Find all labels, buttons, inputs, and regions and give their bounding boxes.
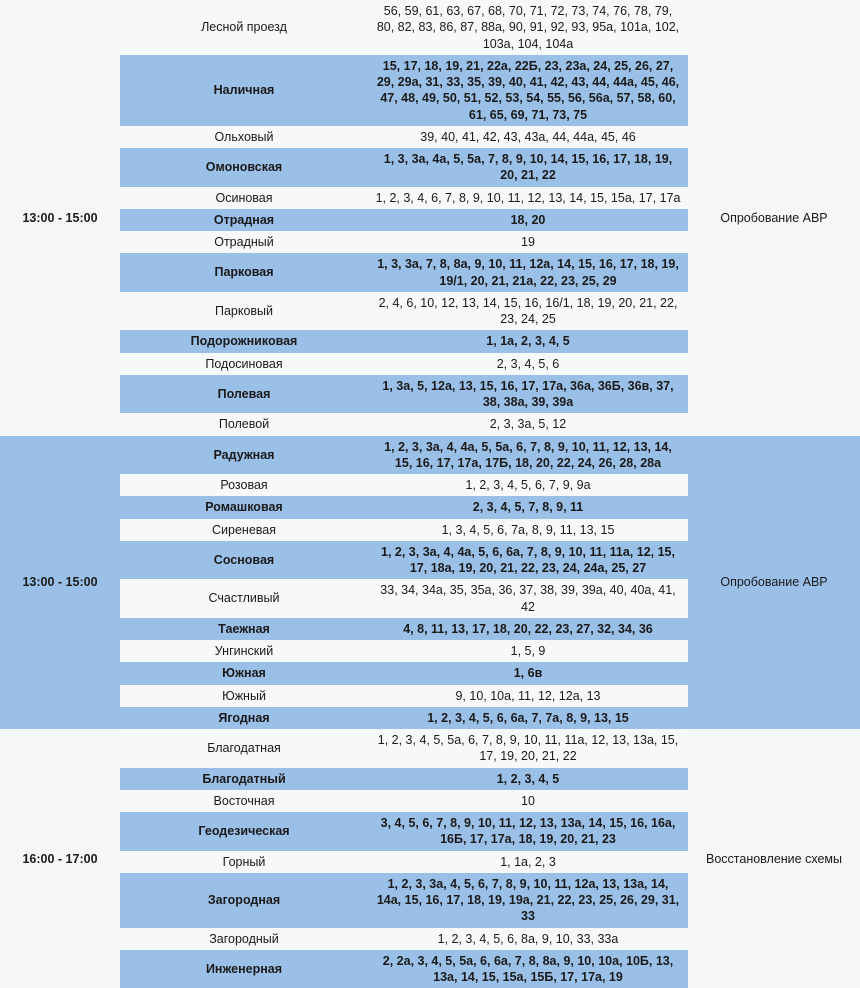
- table-row: [0, 729, 860, 768]
- street-name-cell: Осиновая: [120, 187, 368, 209]
- street-name-cell: Инженерная: [120, 950, 368, 988]
- house-numbers-cell: 1, 2, 3, 4, 5, 6, 6а, 7, 7а, 8, 9, 13, 15: [368, 707, 688, 729]
- street-name-cell: Южный: [120, 685, 368, 707]
- work-type-cell: Восстановление схемы: [688, 729, 860, 988]
- street-name-cell: Благодатная: [120, 729, 368, 768]
- house-numbers-cell: 2, 4, 6, 10, 12, 13, 14, 15, 16, 16/1, 18, 19, 20, 21, 22, 23, 24, 25: [368, 292, 688, 331]
- house-numbers-cell: 56, 59, 61, 63, 67, 68, 70, 71, 72, 73, 74, 76, 78, 79, 80, 82, 83, 86, 87, 88а, 90, 91, 92, 93, 95а, 101а, 102, 103а, 104, 104а: [368, 0, 688, 55]
- outage-time-cell: 13:00 - 15:00: [0, 436, 120, 730]
- street-name-cell: Ягодная: [120, 707, 368, 729]
- outage-time-cell: 16:00 - 17:00: [0, 729, 120, 988]
- house-numbers-cell: 1, 2, 3, 4, 5, 5а, 6, 7, 8, 9, 10, 11, 11а, 12, 13, 13а, 15, 17, 19, 20, 21, 22: [368, 729, 688, 768]
- street-name-cell: Счастливый: [120, 579, 368, 618]
- house-numbers-cell: 1, 3, 3а, 4а, 5, 5а, 7, 8, 9, 10, 14, 15, 16, 17, 18, 19, 20, 21, 22: [368, 148, 688, 187]
- street-name-cell: Восточная: [120, 790, 368, 812]
- house-numbers-cell: 9, 10, 10а, 11, 12, 12а, 13: [368, 685, 688, 707]
- street-name-cell: Геодезическая: [120, 812, 368, 851]
- house-numbers-cell: 2, 2а, 3, 4, 5, 5а, 6, 6а, 7, 8, 8а, 9, 10, 10а, 10Б, 13, 13а, 14, 15, 15а, 15Б, 17, 17а, 19: [368, 950, 688, 988]
- street-name-cell: Подосиновая: [120, 353, 368, 375]
- street-name-cell: Подорожниковая: [120, 330, 368, 352]
- table-row: [0, 0, 860, 55]
- house-numbers-cell: 1, 2, 3, 3а, 4, 4а, 5, 5а, 6, 7, 8, 9, 10, 11, 12, 13, 14, 15, 16, 17, 17а, 17Б, 18, 20, 22, 24, 26, 28, 28а: [368, 436, 688, 475]
- street-name-cell: Омоновская: [120, 148, 368, 187]
- house-numbers-cell: 15, 17, 18, 19, 21, 22а, 22Б, 23, 23а, 24, 25, 26, 27, 29, 29а, 31, 33, 35, 39, 40, 41, 42, 43, 44, 44а, 45, 46, 47, 48, 49, 50, 51, 52, 53, 54, 55, 56, 56а, 57, 58, 60, 61, 65, 69, 71, 73, 75: [368, 55, 688, 126]
- street-name-cell: Благодатный: [120, 768, 368, 790]
- house-numbers-cell: 1, 2, 3, 4, 5: [368, 768, 688, 790]
- house-numbers-cell: 18, 20: [368, 209, 688, 231]
- street-name-cell: Парковый: [120, 292, 368, 331]
- house-numbers-cell: 10: [368, 790, 688, 812]
- house-numbers-cell: 2, 3, 4, 5, 7, 8, 9, 11: [368, 496, 688, 518]
- outage-time-cell: 13:00 - 15:00: [0, 0, 120, 436]
- house-numbers-cell: 1, 2, 3, 4, 5, 6, 8а, 9, 10, 33, 33а: [368, 928, 688, 950]
- street-name-cell: Парковая: [120, 253, 368, 292]
- house-numbers-cell: 1, 3, 4, 5, 6, 7а, 8, 9, 11, 13, 15: [368, 519, 688, 541]
- street-name-cell: Полевая: [120, 375, 368, 414]
- street-name-cell: Загородная: [120, 873, 368, 928]
- street-name-cell: Отрадная: [120, 209, 368, 231]
- house-numbers-cell: 2, 3, 4, 5, 6: [368, 353, 688, 375]
- work-type-cell: Опробование АВР: [688, 436, 860, 730]
- street-name-cell: Сосновая: [120, 541, 368, 580]
- house-numbers-cell: 39, 40, 41, 42, 43, 43а, 44, 44а, 45, 46: [368, 126, 688, 148]
- street-name-cell: Ольховый: [120, 126, 368, 148]
- street-name-cell: Унгинский: [120, 640, 368, 662]
- house-numbers-cell: 1, 3, 3а, 7, 8, 8а, 9, 10, 11, 12а, 14, 15, 16, 17, 18, 19, 19/1, 20, 21, 21а, 22, 23, 25, 29: [368, 253, 688, 292]
- house-numbers-cell: 3, 4, 5, 6, 7, 8, 9, 10, 11, 12, 13, 13а, 14, 15, 16, 16а, 16Б, 17, 17а, 18, 19, 20, 21, 23: [368, 812, 688, 851]
- street-name-cell: Южная: [120, 662, 368, 684]
- street-name-cell: Отрадный: [120, 231, 368, 253]
- street-name-cell: Полевой: [120, 413, 368, 435]
- work-type-cell: Опробование АВР: [688, 0, 860, 436]
- street-name-cell: Радужная: [120, 436, 368, 475]
- house-numbers-cell: 33, 34, 34а, 35, 35а, 36, 37, 38, 39, 39а, 40, 40а, 41, 42: [368, 579, 688, 618]
- house-numbers-cell: 2, 3, 3а, 5, 12: [368, 413, 688, 435]
- house-numbers-cell: 1, 2, 3, 3а, 4, 5, 6, 7, 8, 9, 10, 11, 12а, 13, 13а, 14, 14а, 15, 16, 17, 18, 19, 19а, 21, 22, 23, 25, 26, 29, 31, 33: [368, 873, 688, 928]
- street-name-cell: Ромашковая: [120, 496, 368, 518]
- house-numbers-cell: 1, 5, 9: [368, 640, 688, 662]
- street-name-cell: Розовая: [120, 474, 368, 496]
- house-numbers-cell: 1, 1а, 2, 3: [368, 851, 688, 873]
- street-name-cell: Таежная: [120, 618, 368, 640]
- house-numbers-cell: 1, 3а, 5, 12а, 13, 15, 16, 17, 17а, 36а, 36Б, 36в, 37, 38, 38а, 39, 39а: [368, 375, 688, 414]
- table-row: [0, 436, 860, 475]
- house-numbers-cell: 1, 6в: [368, 662, 688, 684]
- house-numbers-cell: 1, 2, 3, 4, 5, 6, 7, 9, 9а: [368, 474, 688, 496]
- street-name-cell: Горный: [120, 851, 368, 873]
- house-numbers-cell: 1, 2, 3, 3а, 4, 4а, 5, 6, 6а, 7, 8, 9, 10, 11, 11а, 12, 15, 17, 18а, 19, 20, 21, 22, 23, 24, 24а, 25, 27: [368, 541, 688, 580]
- house-numbers-cell: 4, 8, 11, 13, 17, 18, 20, 22, 23, 27, 32, 34, 36: [368, 618, 688, 640]
- street-name-cell: Загородный: [120, 928, 368, 950]
- house-numbers-cell: 1, 1а, 2, 3, 4, 5: [368, 330, 688, 352]
- street-name-cell: Лесной проезд: [120, 0, 368, 55]
- street-name-cell: Сиреневая: [120, 519, 368, 541]
- house-numbers-cell: 19: [368, 231, 688, 253]
- house-numbers-cell: 1, 2, 3, 4, 6, 7, 8, 9, 10, 11, 12, 13, 14, 15, 15а, 17, 17а: [368, 187, 688, 209]
- street-name-cell: Наличная: [120, 55, 368, 126]
